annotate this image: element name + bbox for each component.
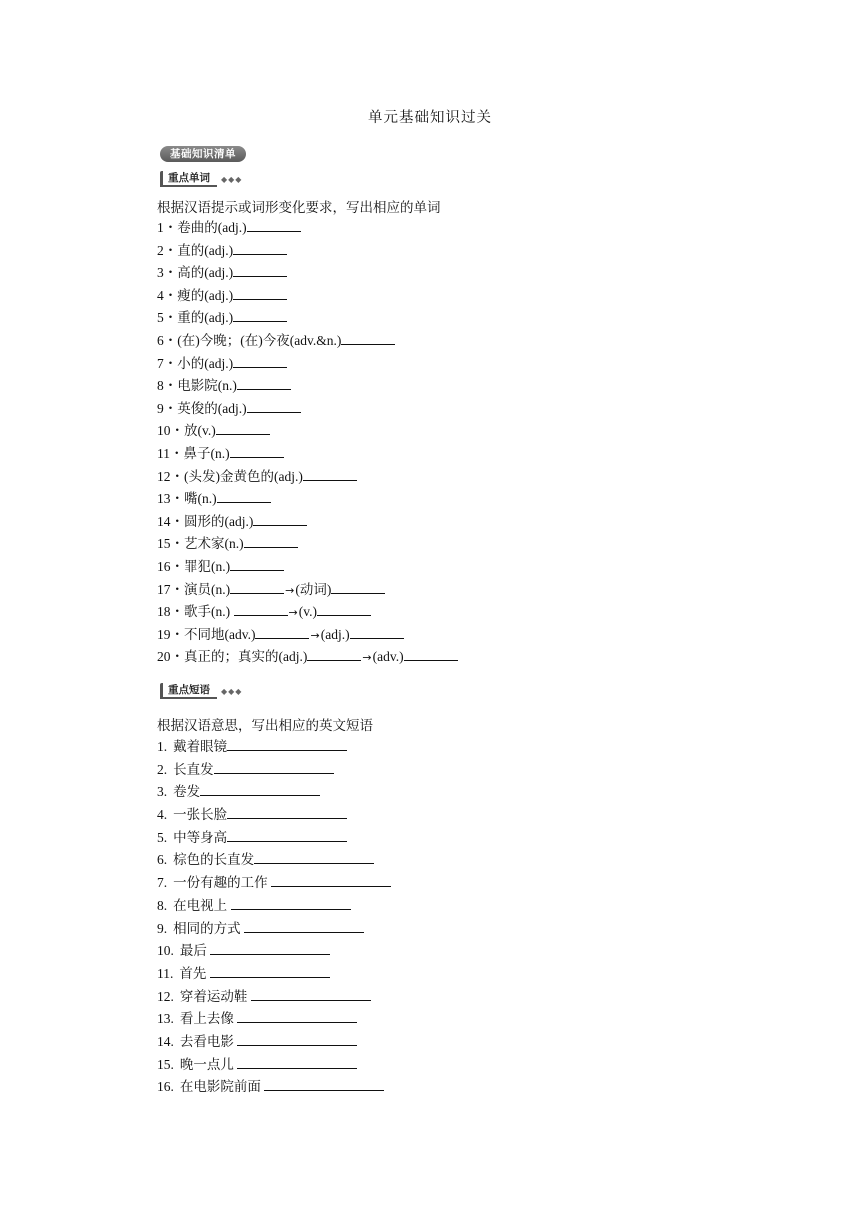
item-prompt: 重的(adj.) — [177, 310, 234, 326]
phrase-list — [157, 735, 391, 1098]
word-list — [157, 216, 458, 668]
item-number: 3. — [157, 784, 168, 800]
item-number: 4. — [157, 807, 168, 823]
item-prompt: 长直发 — [173, 761, 214, 777]
item-prompt: (在)今晚；(在)今夜(adv.&n.) — [177, 332, 342, 348]
answer-blank[interactable] — [231, 894, 351, 910]
phrase-item — [157, 803, 391, 826]
item-number: 6・ — [157, 332, 178, 348]
item-form-hint: (adj.) — [320, 626, 350, 642]
word-item — [157, 419, 458, 442]
item-prompt: 看上去像 — [179, 1011, 238, 1027]
answer-blank[interactable] — [254, 848, 374, 864]
answer-blank[interactable] — [217, 487, 271, 503]
answer-blank[interactable] — [244, 917, 364, 933]
arrow-icon: → — [288, 606, 298, 620]
phrase-item — [157, 848, 391, 871]
phrase-item — [157, 826, 391, 849]
word-item — [157, 487, 458, 510]
arrow-icon: → — [285, 583, 295, 597]
word-item — [157, 645, 458, 668]
item-number: 1. — [157, 739, 168, 754]
item-number: 13・ — [157, 491, 184, 507]
item-number: 18・ — [157, 604, 184, 620]
phrase-item — [157, 917, 391, 940]
answer-blank[interactable] — [404, 645, 458, 661]
answer-blank[interactable] — [237, 1007, 357, 1023]
item-number: 5・ — [157, 310, 178, 326]
item-prompt: 最后 — [179, 943, 211, 959]
word-item — [157, 442, 458, 465]
item-number: 16・ — [157, 558, 184, 574]
phrase-item — [157, 871, 391, 894]
item-number: 6. — [157, 852, 168, 868]
item-prompt: 在电视上 — [173, 897, 231, 913]
item-prompt: 小的(adj.) — [177, 355, 234, 371]
answer-blank[interactable] — [230, 442, 284, 458]
phrase-item — [157, 780, 391, 803]
answer-blank[interactable] — [233, 306, 287, 322]
word-item — [157, 555, 458, 578]
word-item — [157, 374, 458, 397]
item-prompt: 圆形的(adj.) — [184, 513, 254, 529]
item-number: 10. — [157, 943, 174, 959]
word-item — [157, 578, 458, 601]
item-number: 8. — [157, 897, 168, 913]
phrase-item — [157, 962, 391, 985]
phrase-item — [157, 985, 391, 1008]
answer-blank[interactable] — [255, 623, 309, 639]
answer-blank[interactable] — [210, 962, 330, 978]
phrase-item — [157, 758, 391, 781]
item-prompt: 瘦的(adj.) — [177, 287, 234, 303]
word-item — [157, 306, 458, 329]
item-prompt: 一张长脸 — [173, 807, 228, 823]
item-prompt: 卷发 — [173, 784, 201, 800]
answer-blank[interactable] — [253, 510, 307, 526]
item-number: 7. — [157, 875, 168, 891]
words-instruction: 根据汉语提示或词形变化要求，写出相应的单词 — [157, 200, 441, 216]
item-prompt: 嘴(n.) — [184, 491, 217, 507]
answer-blank[interactable] — [227, 826, 347, 842]
item-form-hint: (v.) — [298, 604, 317, 620]
word-item — [157, 216, 458, 239]
answer-blank[interactable] — [307, 645, 361, 661]
answer-blank[interactable] — [216, 419, 270, 435]
item-prompt: (头发)金黄色的(adj.) — [184, 468, 303, 484]
answer-blank[interactable] — [237, 1053, 357, 1069]
item-number: 13. — [157, 1011, 174, 1027]
item-number: 10・ — [157, 423, 184, 439]
phrase-item — [157, 1007, 391, 1030]
item-number: 9・ — [157, 400, 178, 416]
answer-blank[interactable] — [251, 985, 371, 1001]
item-number: 14. — [157, 1033, 174, 1049]
answer-blank[interactable] — [341, 329, 395, 345]
phrases-instruction: 根据汉语意思，写出相应的英文短语 — [157, 718, 373, 734]
item-number: 16. — [157, 1079, 174, 1095]
answer-blank[interactable] — [210, 939, 330, 955]
word-item — [157, 600, 458, 623]
item-number: 20・ — [157, 649, 184, 665]
phrase-item — [157, 1075, 391, 1098]
arrow-icon: → — [362, 651, 372, 665]
item-number: 19・ — [157, 626, 184, 642]
answer-blank[interactable] — [244, 532, 298, 548]
item-prompt: 真正的；真实的(adj.) — [184, 649, 308, 665]
item-prompt: 穿着运动鞋 — [179, 988, 251, 1004]
phrase-item — [157, 735, 391, 758]
answer-blank[interactable] — [233, 352, 287, 368]
phrase-item — [157, 939, 391, 962]
answer-blank[interactable] — [303, 465, 357, 481]
answer-blank[interactable] — [264, 1075, 384, 1091]
arrow-icon: → — [310, 628, 320, 642]
phrase-item — [157, 1053, 391, 1076]
answer-blank[interactable] — [233, 261, 287, 277]
item-number: 14・ — [157, 513, 184, 529]
item-prompt: 高的(adj.) — [177, 265, 234, 281]
word-item — [157, 261, 458, 284]
answer-blank[interactable] — [271, 871, 391, 887]
item-number: 15・ — [157, 536, 184, 552]
answer-blank[interactable] — [234, 600, 288, 616]
item-number: 9. — [157, 920, 168, 936]
item-prompt: 罪犯(n.) — [184, 558, 231, 574]
item-prompt: 电影院(n.) — [177, 378, 237, 394]
word-item — [157, 239, 458, 262]
item-number: 11・ — [157, 445, 184, 461]
answer-blank[interactable] — [350, 623, 404, 639]
item-number: 2. — [157, 761, 168, 777]
item-prompt: 演员(n.) — [184, 581, 231, 597]
answer-blank[interactable] — [237, 1030, 357, 1046]
item-number: 11. — [157, 965, 174, 981]
item-prompt: 一份有趣的工作 — [173, 875, 271, 891]
phrases-tag-label: 重点短语 — [160, 683, 217, 699]
words-tag — [160, 170, 242, 188]
item-prompt: 卷曲的(adj.) — [177, 220, 247, 235]
answer-blank[interactable] — [237, 374, 291, 390]
item-number: 12・ — [157, 468, 184, 484]
item-number: 7・ — [157, 355, 178, 371]
item-number: 8・ — [157, 378, 178, 394]
answer-blank[interactable] — [233, 284, 287, 300]
item-number: 4・ — [157, 287, 178, 303]
item-prompt: 直的(adj.) — [177, 242, 234, 258]
phrases-tag — [160, 682, 242, 700]
item-prompt: 英俊的(adj.) — [177, 400, 247, 416]
item-number: 17・ — [157, 581, 184, 597]
word-item — [157, 284, 458, 307]
word-item — [157, 397, 458, 420]
item-prompt: 在电影院前面 — [179, 1079, 265, 1095]
word-item — [157, 352, 458, 375]
word-item — [157, 465, 458, 488]
phrase-item — [157, 894, 391, 917]
item-prompt: 戴着眼镜 — [173, 739, 228, 754]
item-prompt: 鼻子(n.) — [183, 445, 230, 461]
item-number: 2・ — [157, 242, 178, 258]
answer-blank[interactable] — [200, 780, 320, 796]
item-number: 12. — [157, 988, 174, 1004]
answer-blank[interactable] — [331, 578, 385, 594]
item-prompt: 中等身高 — [173, 829, 228, 845]
item-prompt: 艺术家(n.) — [184, 536, 244, 552]
word-item — [157, 532, 458, 555]
item-form-hint: (adv.) — [372, 649, 404, 665]
section-badge: 基础知识清单 — [160, 146, 246, 162]
item-prompt: 歌手(n.) — [184, 604, 234, 620]
item-number: 1・ — [157, 220, 178, 235]
answer-blank[interactable] — [233, 239, 287, 255]
item-prompt: 晚一点儿 — [179, 1056, 238, 1072]
item-prompt: 首先 — [179, 965, 210, 981]
word-item — [157, 329, 458, 352]
item-number: 3・ — [157, 265, 178, 281]
word-item — [157, 623, 458, 646]
answer-blank[interactable] — [247, 397, 301, 413]
phrase-item — [157, 1030, 391, 1053]
item-form-hint: (动词) — [295, 581, 332, 597]
answer-blank[interactable] — [247, 216, 301, 232]
item-prompt: 棕色的长直发 — [173, 852, 255, 868]
item-number: 5. — [157, 829, 168, 845]
diamond-icon: ◆◆◆ — [221, 686, 243, 696]
answer-blank[interactable] — [230, 578, 284, 594]
item-prompt: 不同地(adv.) — [184, 626, 256, 642]
diamond-icon: ◆◆◆ — [221, 174, 243, 184]
answer-blank[interactable] — [214, 758, 334, 774]
answer-blank[interactable] — [317, 600, 371, 616]
item-prompt: 放(v.) — [184, 423, 216, 439]
page-title: 单元基础知识过关 — [368, 110, 492, 126]
word-item — [157, 510, 458, 533]
answer-blank[interactable] — [230, 555, 284, 571]
item-number: 15. — [157, 1056, 174, 1072]
words-tag-label: 重点单词 — [160, 171, 217, 187]
item-prompt: 去看电影 — [179, 1033, 238, 1049]
answer-blank[interactable] — [227, 803, 347, 819]
item-prompt: 相同的方式 — [173, 920, 244, 936]
answer-blank[interactable] — [227, 735, 347, 751]
